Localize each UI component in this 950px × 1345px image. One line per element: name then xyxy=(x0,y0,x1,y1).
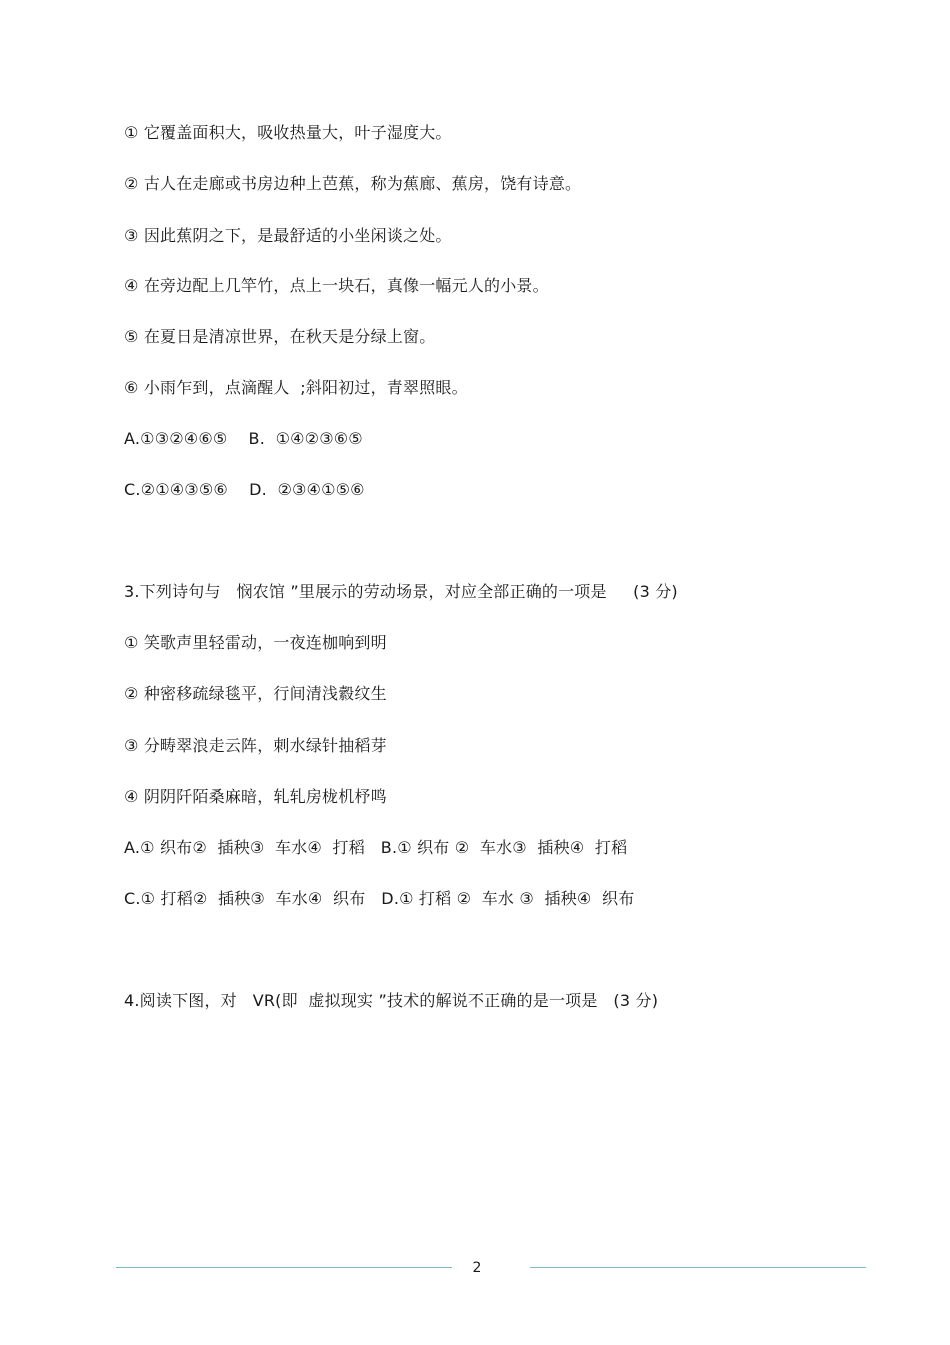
q2-sentence-5: ⑤ 在夏日是清凉世界，在秋天是分绿上窗。 xyxy=(124,327,436,346)
q3-item-3: ③ 分畴翠浪走云阵，刺水绿针抽稻芽 xyxy=(124,736,387,755)
q2-options-ab: A.①③②④⑥⑤ B. ①④②③⑥⑤ xyxy=(124,429,363,448)
footer-rule-left xyxy=(116,1267,452,1268)
q4-stem: 4.阅读下图，对 VR(即 虚拟现实 ”技术的解说不正确的是一项是 (3 分) xyxy=(124,991,659,1010)
q3-item-2: ② 种密移疏绿毯平，行间清浅縠纹生 xyxy=(124,684,387,703)
q3-options-cd: C.① 打稻② 插秧③ 车水④ 织布 D.① 打稻 ② 车水 ③ 插秧④ 织布 xyxy=(124,889,635,908)
q3-item-1: ① 笑歌声里轻雷动，一夜连枷响到明 xyxy=(124,633,387,652)
q3-item-4: ④ 阴阴阡陌桑麻暗，轧轧房栊机杼鸣 xyxy=(124,787,387,806)
q2-sentence-3: ③ 因此蕉阴之下，是最舒适的小坐闲谈之处。 xyxy=(124,226,452,245)
q2-options-cd: C.②①④③⑤⑥ D. ②③④①⑤⑥ xyxy=(124,480,365,499)
q3-options-ab: A.① 织布② 插秧③ 车水④ 打稻 B.① 织布 ② 车水③ 插秧④ 打稻 xyxy=(124,838,628,857)
page-number: 2 xyxy=(472,1260,482,1276)
q2-sentence-1: ① 它覆盖面积大，吸收热量大，叶子湿度大。 xyxy=(124,123,452,142)
q2-sentence-2: ② 古人在走廊或书房边种上芭蕉，称为蕉廊、蕉房，饶有诗意。 xyxy=(124,174,582,193)
page-footer xyxy=(0,1256,950,1280)
q2-sentence-6: ⑥ 小雨乍到，点滴醒人 ;斜阳初过，青翠照眼。 xyxy=(124,378,468,397)
footer-rule-right xyxy=(530,1267,866,1268)
q2-sentence-4: ④ 在旁边配上几竿竹，点上一块石，真像一幅元人的小景。 xyxy=(124,276,549,295)
q3-stem: 3.下列诗句与 悯农馆 ”里展示的劳动场景，对应全部正确的一项是 (3 分) xyxy=(124,582,678,601)
